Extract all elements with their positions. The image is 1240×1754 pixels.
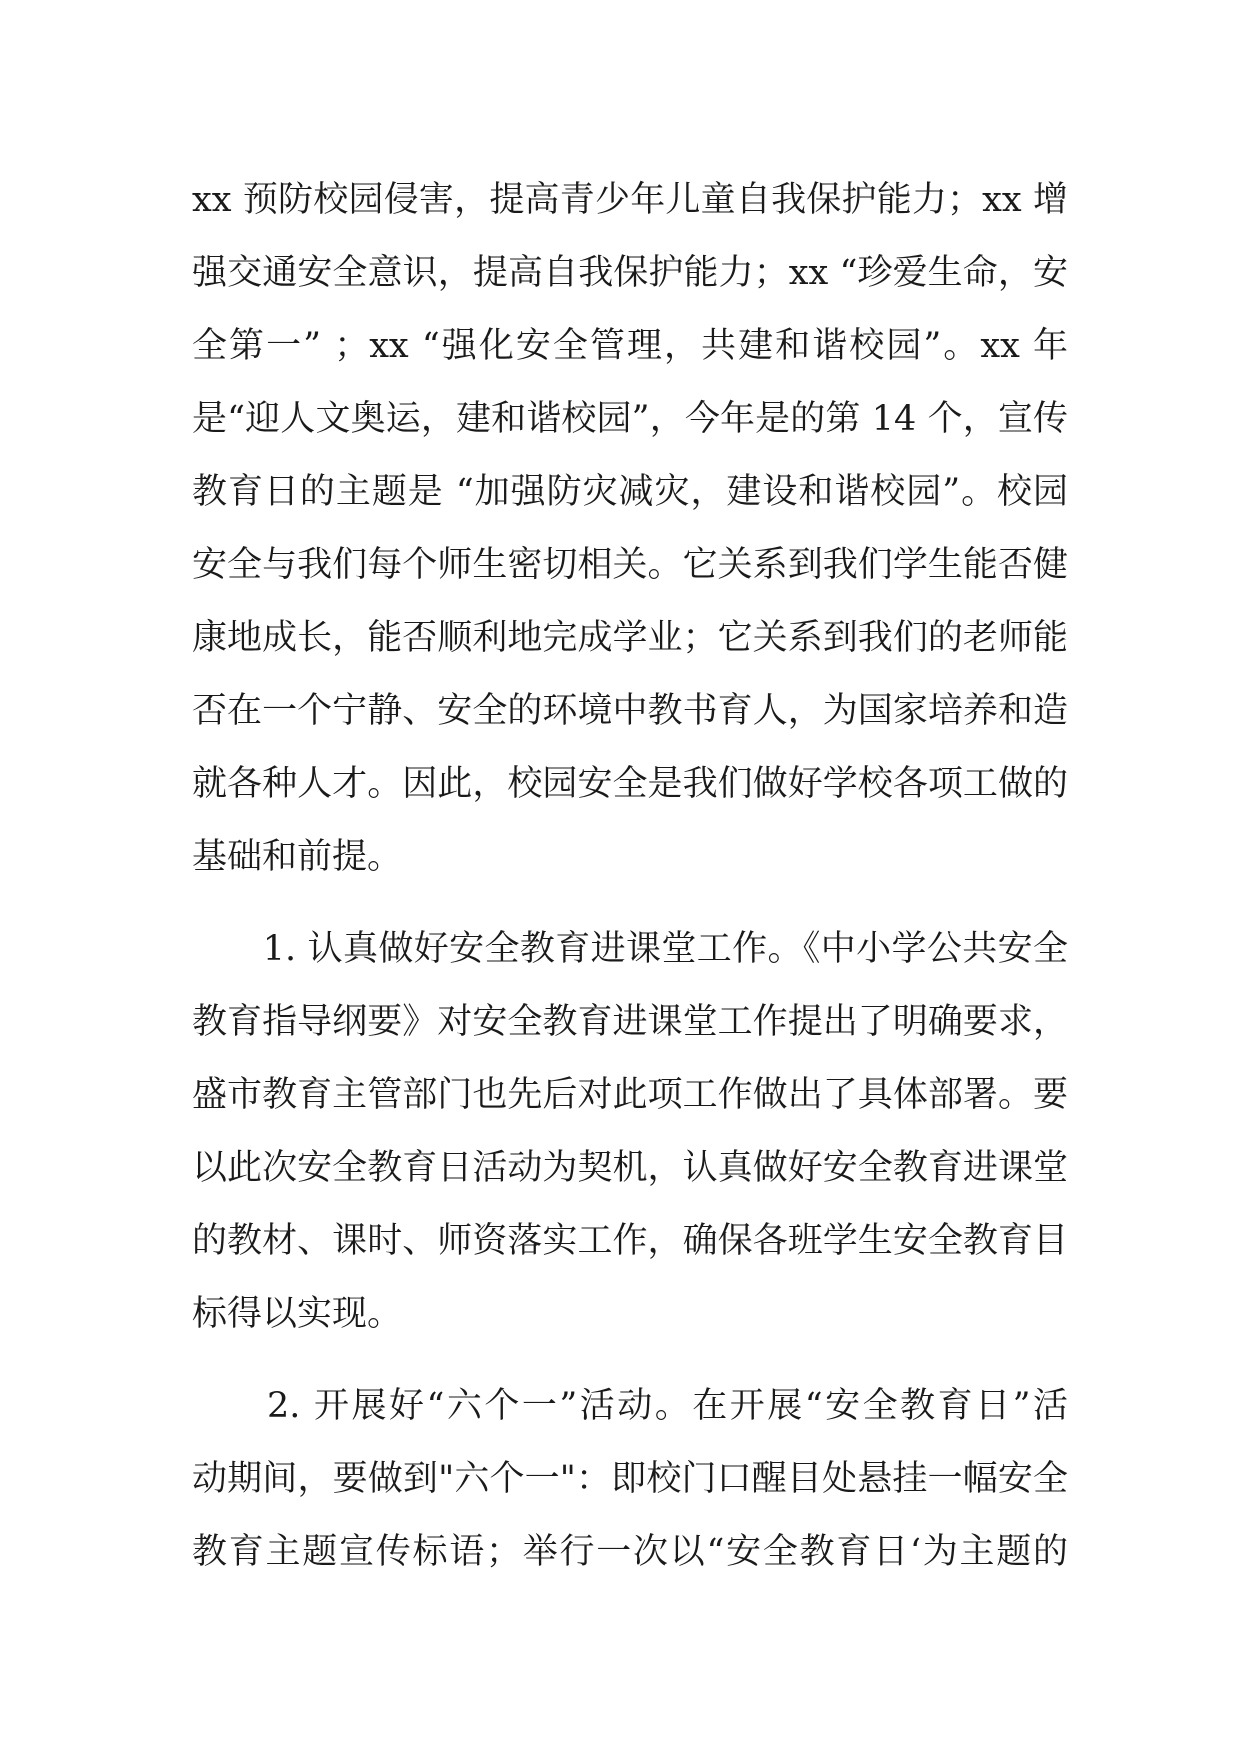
text-line: 2. 开展好“六个一”活动。在开展“安全教育日”活 [192,1386,1068,1426]
text-line: 就各种人才。因此，校园安全是我们做好学校各项工做的 [192,764,1068,804]
text-line: 教育主题宣传标语；举行一次以“安全教育日‘为主题的 [192,1532,1068,1572]
text-line: 基础和前提。 [192,837,403,877]
text-line: 标得以实现。 [192,1294,403,1334]
text-line: xx 预防校园侵害，提高青少年儿童自我保护能力；xx 增 [192,180,1068,220]
text-line: 康地成长，能否顺利地完成学业；它关系到我们的老师能 [192,618,1068,658]
text-line: 安全与我们每个师生密切相关。它关系到我们学生能否健 [192,545,1068,585]
text-line: 强交通安全意识，提高自我保护能力；xx “珍爱生命，安 [192,253,1068,293]
text-line: 否在一个宁静、安全的环境中教书育人，为国家培养和造 [192,691,1068,731]
text-line: 盛市教育主管部门也先后对此项工作做出了具体部署。要 [192,1075,1068,1115]
text-line: 的教材、课时、师资落实工作，确保各班学生安全教育目 [192,1221,1068,1261]
text-line: 以此次安全教育日活动为契机，认真做好安全教育进课堂 [192,1148,1068,1188]
text-line: 1. 认真做好安全教育进课堂工作。《中小学公共安全 [192,929,1068,969]
text-line: 全第一” ；xx “强化安全管理，共建和谐校园”。xx 年 [192,326,1068,366]
text-line: 教育日的主题是 “加强防灾减灾，建设和谐校园”。校园 [192,472,1068,512]
text-line: 是“迎人文奥运，建和谐校园”，今年是的第 14 个，宣传 [192,399,1068,439]
text-line: 动期间，要做到"六个一"：即校门口醒目处悬挂一幅安全 [192,1459,1068,1499]
text-line: 教育指导纲要》对安全教育进课堂工作提出了明确要求， [192,1002,1068,1042]
